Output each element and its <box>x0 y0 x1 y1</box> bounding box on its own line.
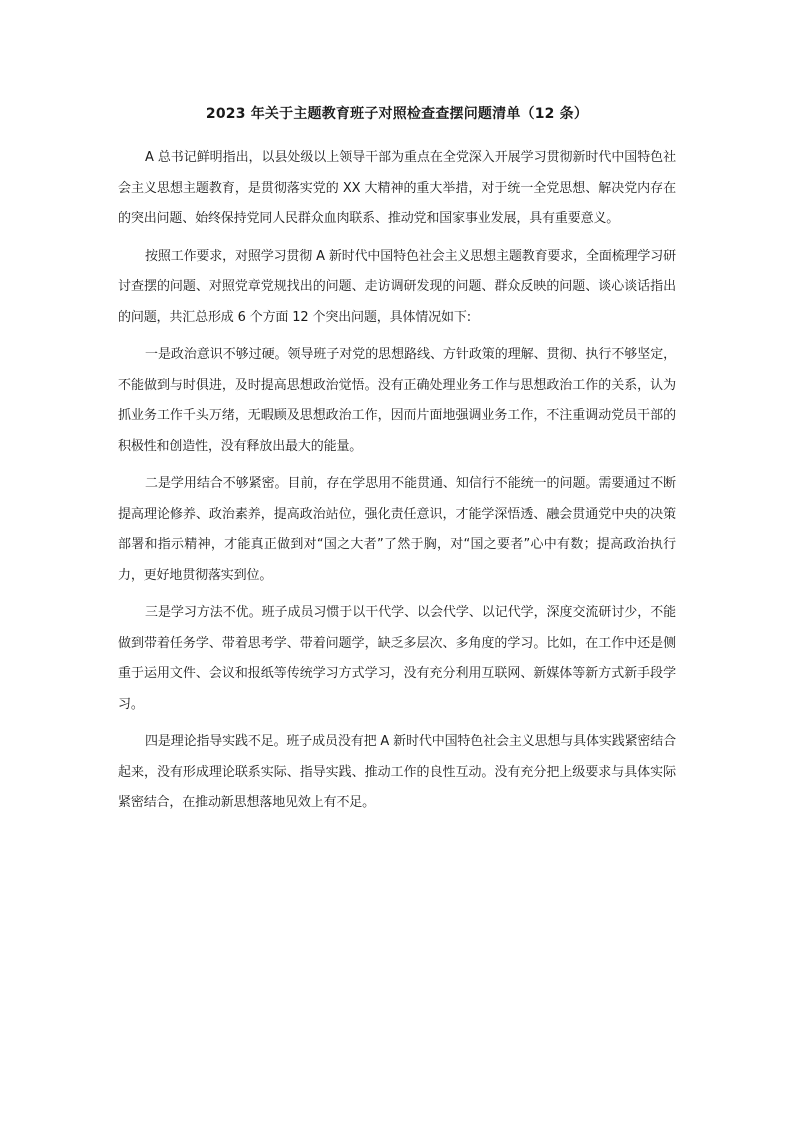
paragraph-issue-3: 三是学习方法不优。班子成员习惯于以干代学、以会代学、以记代学，深度交流研讨少，不能做到带着任务学、带着思考学、带着问题学，缺乏多层次、多角度的学习。比如，在工作中还是侧重于运用文件、会议和报纸等传统学习方式学习，没有充分利用互联网、新媒体等新方式新手段学习。 <box>118 605 676 712</box>
paragraph-issue-4: 四是理论指导实践不足。班子成员没有把 A 新时代中国特色社会主义思想与具体实践紧密结合起来，没有形成理论联系实际、指导实践、推动工作的良性互动。没有充分把上级要求与具体实际紧密结合，在推动新思想落地见效上有不足。 <box>118 734 676 810</box>
paragraph-issue-2: 二是学用结合不够紧密。目前，存在学思用不能贯通、知信行不能统一的问题。需要通过不断提高理论修养、政治素养，提高政治站位，强化责任意识，才能学深悟透、融会贯通党中央的决策部署和指示精神，才能真正做到对“国之大者”了然于胸，对“国之要者”心中有数；提高政治执行力，更好地贯彻落实到位。 <box>118 476 676 583</box>
paragraph-intro: A 总书记鲜明指出，以县处级以上领导干部为重点在全党深入开展学习贯彻新时代中国特色社会主义思想主题教育，是贯彻落实党的 XX 大精神的重大举措，对于统一全党思想、解决党内存在的突出问题、始终保持党同人民群众血肉联系、推动党和国家事业发展，具有重要意义。 <box>118 150 676 226</box>
document-title: 2023 年关于主题教育班子对照检查查摆问题清单（12 条） <box>205 106 589 122</box>
paragraph-issue-1: 一是政治意识不够过硬。领导班子对党的思想路线、方针政策的理解、贯彻、执行不够坚定，不能做到与时俱进，及时提高思想政治觉悟。没有正确处理业务工作与思想政治工作的关系，认为抓业务工作千头万绪，无暇顾及思想政治工作，因而片面地强调业务工作，不注重调动党员干部的积极性和创造性，没有释放出最大的能量。 <box>118 347 676 454</box>
document-body <box>118 143 676 826</box>
paragraph-requirements: 按照工作要求，对照学习贯彻 A 新时代中国特色社会主义思想主题教育要求，全面梳理学习研讨查摆的问题、对照党章党规找出的问题、走访调研发现的问题、群众反映的问题、谈心谈话指出的问题，共汇总形成 6 个方面 12 个突出问题，具体情况如下: <box>118 248 676 325</box>
